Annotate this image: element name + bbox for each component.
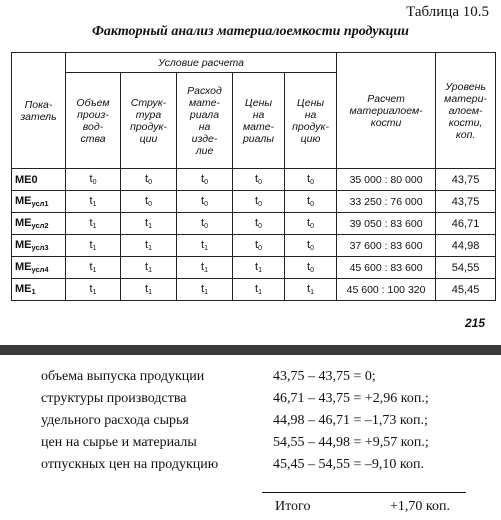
factor-base: t — [145, 283, 149, 295]
calc-cell: 37 600 : 83 600 — [337, 235, 436, 257]
factor-base: t — [145, 173, 149, 185]
factor-row — [0, 369, 501, 389]
factor-base: t — [255, 261, 259, 273]
table-body — [12, 169, 496, 301]
row-indicator-text: МЕ — [15, 217, 32, 229]
factor-row — [0, 435, 501, 455]
factor-subscript: 1 — [92, 289, 97, 296]
factor-cell — [66, 235, 121, 257]
calc-cell: 45 600 : 83 600 — [337, 257, 436, 279]
factor-base: t — [145, 217, 149, 229]
table-title: Факторный анализ материалоемкости продукции — [92, 24, 409, 39]
factor-subscript: 1 — [92, 201, 97, 208]
factor-cell — [285, 191, 337, 213]
level-cell: 46,71 — [436, 213, 496, 235]
factor-value: 45,45 – 54,55 = –9,10 коп. — [273, 457, 424, 472]
level-cell: 43,75 — [436, 191, 496, 213]
row-indicator — [12, 169, 66, 191]
calc-cell: 39 050 : 83 600 — [337, 213, 436, 235]
factor-label: удельного расхода сырья — [41, 413, 189, 428]
factor-base: t — [201, 195, 205, 207]
factor-cell — [121, 213, 177, 235]
factor-subscript: 0 — [310, 179, 315, 186]
factor-label: структуры производства — [41, 391, 187, 406]
factor-base: t — [255, 195, 259, 207]
factor-subscript: 1 — [92, 245, 97, 252]
header-calc: Расчет материалоем- кости — [337, 53, 436, 169]
table-row — [12, 235, 496, 257]
factor-subscript: 0 — [148, 201, 152, 208]
factor-subscript: 1 — [148, 223, 152, 230]
factor-subscript: 1 — [204, 289, 208, 296]
factor-subscript: 0 — [204, 223, 208, 230]
factor-cell — [121, 191, 177, 213]
factor-cell — [66, 169, 121, 191]
factor-subscript: 0 — [310, 267, 315, 274]
row-indicator — [12, 279, 66, 301]
total-value: +1,70 коп. — [390, 499, 450, 514]
factor-cell — [121, 169, 177, 191]
factor-base: t — [89, 261, 93, 273]
factor-value: 54,55 – 44,98 = +9,57 коп.; — [273, 435, 429, 450]
factor-cell — [177, 169, 233, 191]
factor-subscript: 1 — [92, 223, 97, 230]
factor-base: t — [307, 239, 311, 251]
factor-label: отпускных цен на продукцию — [41, 457, 219, 472]
factor-label: цен на сырье и материалы — [41, 435, 197, 450]
factor-base: t — [145, 239, 149, 251]
factor-cell — [233, 213, 285, 235]
factor-cell — [177, 257, 233, 279]
sum-line — [262, 492, 466, 493]
factor-base: t — [307, 261, 311, 273]
factor-subscript: 1 — [148, 289, 152, 296]
factor-subscript: 0 — [258, 201, 262, 208]
factor-subscript: 0 — [204, 179, 208, 186]
factor-subscript: 1 — [204, 245, 208, 252]
factor-base: t — [201, 173, 205, 185]
header-condition-usage: Расход мате- риала на изде- лие — [177, 73, 233, 169]
factor-base: t — [89, 217, 93, 229]
factor-subscript: 0 — [148, 179, 152, 186]
factor-subscript: 1 — [148, 267, 152, 274]
factor-base: t — [307, 173, 311, 185]
row-indicator-text: МЕ0 — [15, 173, 38, 186]
factor-base: t — [307, 195, 311, 207]
factor-cell — [285, 235, 337, 257]
factor-subscript: 0 — [258, 245, 262, 252]
factor-cell — [233, 235, 285, 257]
row-indicator-text: МЕ — [15, 195, 32, 207]
factor-base: t — [89, 173, 93, 185]
factor-base: t — [201, 283, 205, 295]
page-divider — [0, 345, 501, 355]
row-indicator-text: МЕ — [15, 239, 32, 251]
page-number: 215 — [464, 316, 485, 330]
level-cell: 54,55 — [436, 257, 496, 279]
factor-base: t — [201, 261, 205, 273]
factor-cell — [285, 257, 337, 279]
factor-subscript: 0 — [92, 179, 97, 186]
table-row — [12, 169, 496, 191]
factor-cell — [121, 279, 177, 301]
book-page-bottom — [0, 355, 501, 520]
row-indicator-text: МЕ — [15, 283, 32, 295]
factor-base: t — [201, 217, 205, 229]
factor-cell — [177, 235, 233, 257]
factor-analysis-table — [11, 52, 496, 301]
factor-base: t — [307, 217, 311, 229]
factor-base: t — [255, 239, 259, 251]
row-indicator-subscript: усл2 — [31, 221, 49, 230]
header-condition-group: Условие расчета — [66, 53, 337, 73]
level-cell: 44,98 — [436, 235, 496, 257]
total-row — [0, 499, 501, 519]
factor-base: t — [255, 283, 259, 295]
factor-base: t — [255, 217, 259, 229]
header-level: Уровень матери- алоем- кости, коп. — [436, 53, 496, 169]
factor-base: t — [255, 173, 259, 185]
factor-row — [0, 457, 501, 477]
factor-base: t — [307, 283, 311, 295]
factor-cell — [233, 169, 285, 191]
factor-base: t — [145, 261, 149, 273]
table-row — [12, 257, 496, 279]
factor-subscript: 1 — [148, 245, 152, 252]
table-row — [12, 279, 496, 301]
header-condition-structure: Струк- тура продук- ции — [121, 73, 177, 169]
header-condition-volume: Объем произ- вод- ства — [66, 73, 121, 169]
calc-cell: 35 000 : 80 000 — [337, 169, 436, 191]
row-indicator-subscript: 1 — [31, 287, 36, 296]
factor-base: t — [89, 283, 93, 295]
row-indicator-subscript: усл4 — [31, 265, 49, 274]
factor-cell — [66, 279, 121, 301]
factor-cell — [66, 191, 121, 213]
factor-subscript: 1 — [204, 267, 208, 274]
header-condition-material-prices: Цены на мате- риалы — [233, 73, 285, 169]
factor-subscript: 0 — [310, 201, 315, 208]
factor-cell — [177, 213, 233, 235]
factor-cell — [121, 257, 177, 279]
table-row — [12, 191, 496, 213]
calc-cell: 45 600 : 100 320 — [337, 279, 436, 301]
factor-cell — [233, 257, 285, 279]
factor-cell — [177, 279, 233, 301]
factor-subscript: 0 — [258, 223, 262, 230]
row-indicator — [12, 213, 66, 235]
level-cell: 43,75 — [436, 169, 496, 191]
factor-cell — [285, 169, 337, 191]
header-indicator: Пока- затель — [12, 53, 66, 169]
factor-subscript: 0 — [258, 179, 262, 186]
factor-subscript: 1 — [258, 267, 262, 274]
factor-cell — [177, 191, 233, 213]
row-indicator-subscript: усл3 — [31, 243, 49, 252]
row-indicator-subscript: усл1 — [31, 199, 49, 208]
header-condition-product-prices: Цены на продук- цию — [285, 73, 337, 169]
factor-cell — [66, 213, 121, 235]
factor-value: 43,75 – 43,75 = 0; — [273, 369, 376, 384]
factor-cell — [285, 279, 337, 301]
row-indicator — [12, 257, 66, 279]
factor-base: t — [201, 239, 205, 251]
factor-label: объема выпуска продукции — [41, 369, 205, 384]
factor-base: t — [145, 195, 149, 207]
factor-value: 46,71 – 43,75 = +2,96 коп.; — [273, 391, 429, 406]
factor-row — [0, 413, 501, 433]
factor-value: 44,98 – 46,71 = –1,73 коп.; — [273, 413, 428, 428]
row-indicator — [12, 235, 66, 257]
factor-subscript: 1 — [258, 289, 262, 296]
total-label: Итого — [275, 499, 311, 514]
factor-subscript: 0 — [310, 223, 315, 230]
factor-subscript: 0 — [310, 245, 315, 252]
factor-subscript: 1 — [310, 289, 315, 296]
row-indicator-text: МЕ — [15, 261, 32, 273]
factor-cell — [285, 213, 337, 235]
table-number: Таблица 10.5 — [406, 4, 489, 20]
factor-base: t — [89, 195, 93, 207]
factor-cell — [233, 279, 285, 301]
row-indicator — [12, 191, 66, 213]
factor-row — [0, 391, 501, 411]
factor-base: t — [89, 239, 93, 251]
factor-subscript: 1 — [92, 267, 97, 274]
table-row — [12, 213, 496, 235]
calc-cell: 33 250 : 76 000 — [337, 191, 436, 213]
factor-cell — [66, 257, 121, 279]
factor-cell — [121, 235, 177, 257]
factor-subscript: 0 — [204, 201, 208, 208]
factor-cell — [233, 191, 285, 213]
level-cell: 45,45 — [436, 279, 496, 301]
